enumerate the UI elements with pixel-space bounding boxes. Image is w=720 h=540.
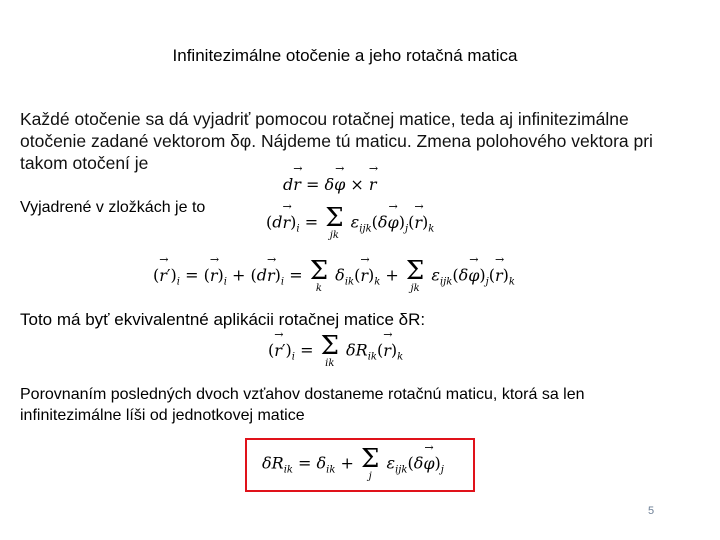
equation-2: $(d\to r)_i$ = Σ jk $\varepsilon_{ijk}(\delta\to \varphi)_j(\to r)_k$ (266, 205, 434, 241)
comparison-paragraph: Porovnaním posledných dvoch vzťahov dostaneme rotačnú maticu, ktorá sa len infinitezimálne líši od jednotkovej matice (20, 386, 585, 424)
intro-paragraph: Každé otočenie sa dá vyjadriť pomocou rotačnej matice, teda aj infinitezimálne otočenie zadané vektorom δφ. Nájdeme tú maticu. Zmena polohového vektora pri takom otočení je (20, 109, 653, 173)
equation-5: $\delta R_{ik} = \delta_{ik}$ + Σ j $\varepsilon_{ijk}(\delta\to \varphi)_j$ (262, 446, 444, 482)
equivalence-text: Toto má byť ekvivalentné aplikácii rotačnej matice δR: (20, 310, 426, 329)
slide-title: Infinitezimálne otočenie a jeho rotačná matica (172, 46, 518, 65)
equation-1: d→ r = δ→ φ × → r (283, 175, 377, 194)
equation-3: (→ $r')_i$ = (→ $r)_i + (d\to r)_i$ = Σ k $\delta_{ik}(\to r)_k$ + Σ jk $\varepsilon_{ijk}(\delta\to \varphi)_j(\to r)_k$ (153, 258, 515, 294)
equation-4: (→ $r')_i$ = Σ ik $\delta R_{ik}(\to r)_k$ (268, 333, 403, 369)
page-number: 5 (648, 505, 655, 517)
components-text: Vyjadrené v zložkách je to (20, 199, 206, 216)
